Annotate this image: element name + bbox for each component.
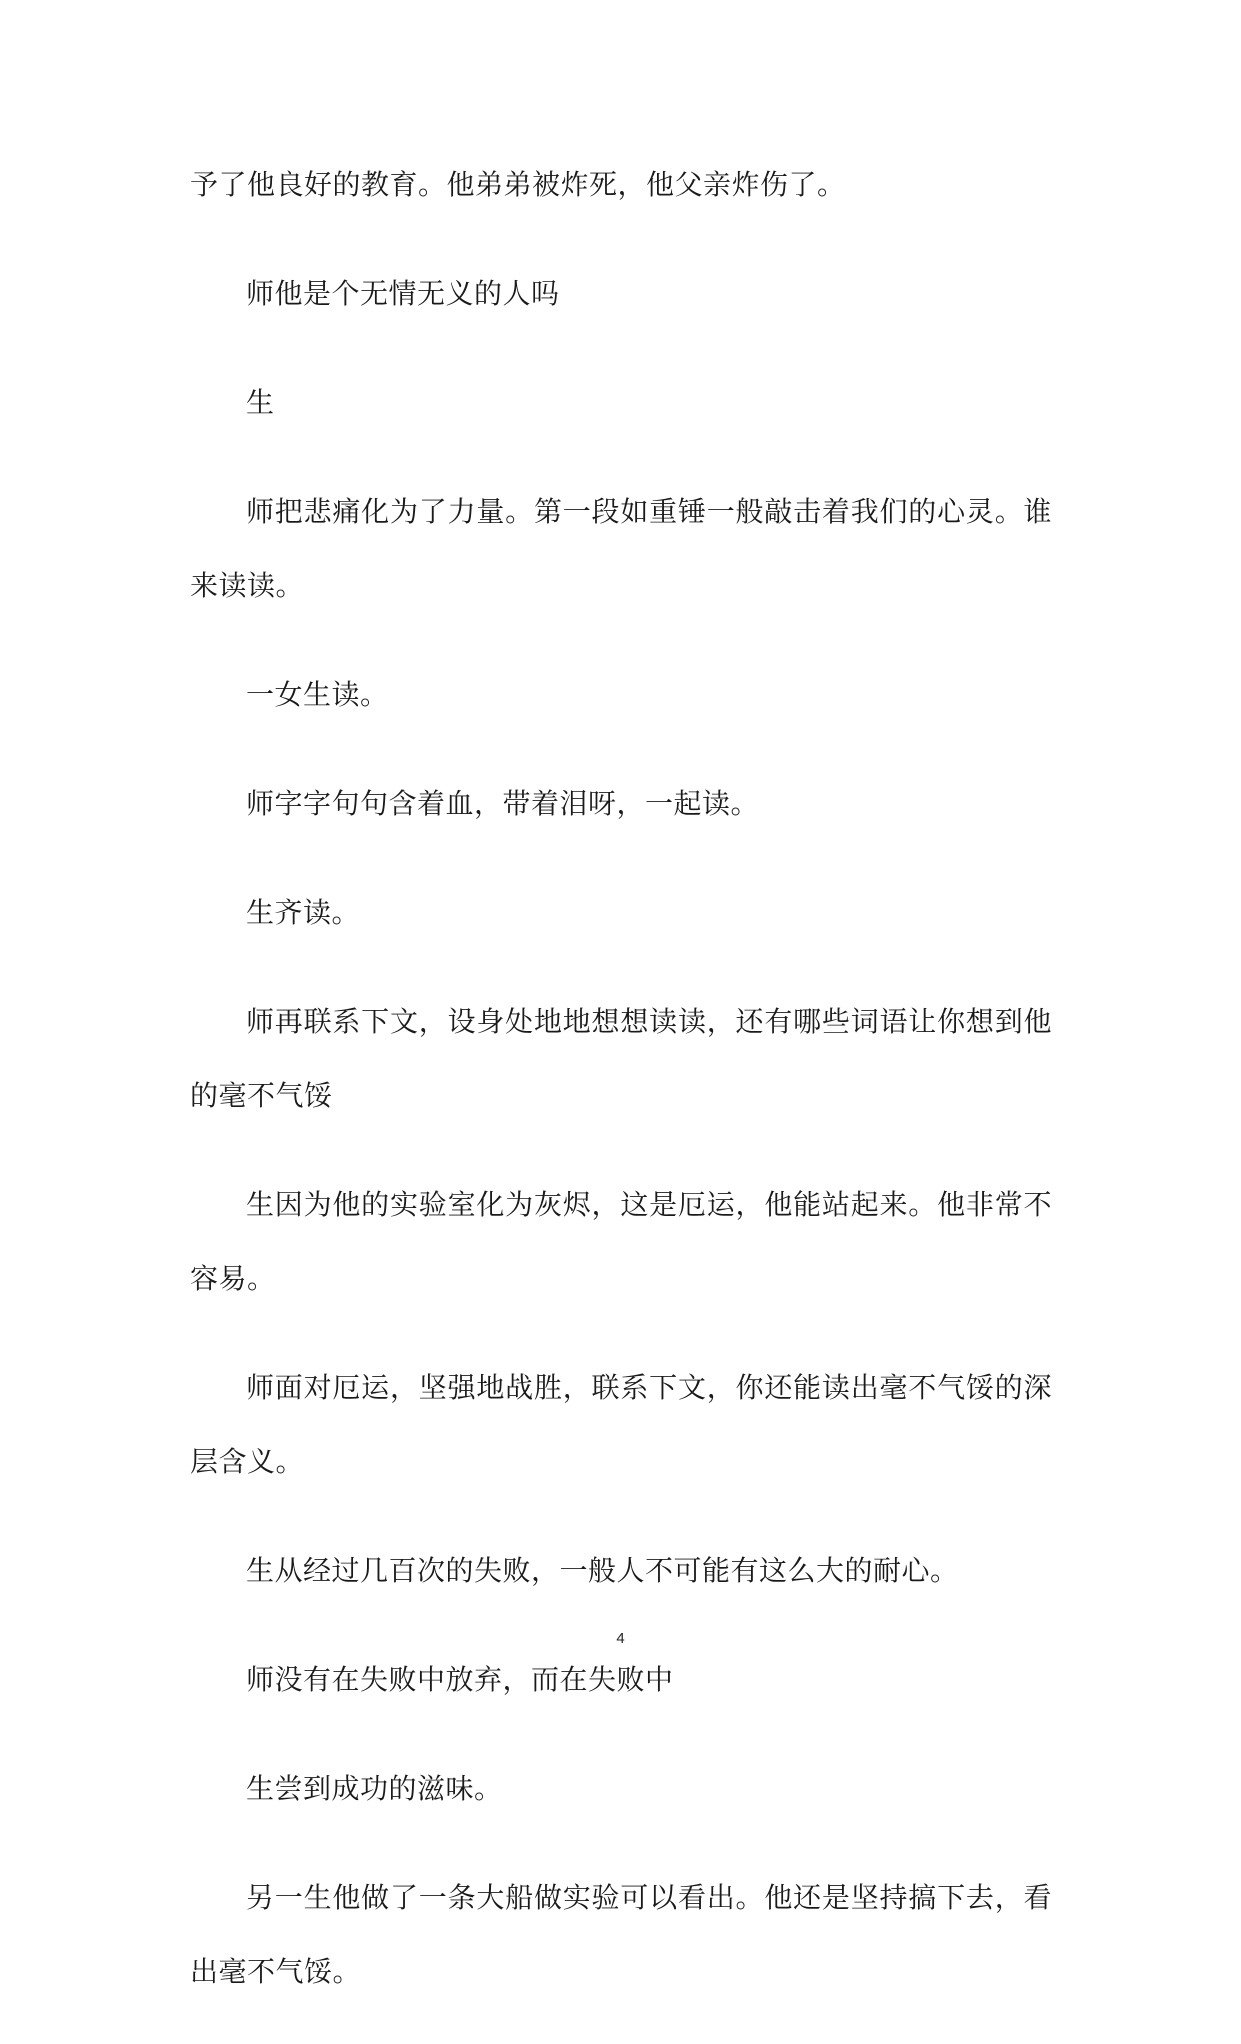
paragraph-11: 生从经过几百次的失败，一般人不可能有这么大的耐心。 <box>246 1554 959 1587</box>
paragraph-1: 予了他良好的教育。他弟弟被炸死，他父亲炸伤了。 <box>190 168 846 201</box>
paragraph-6: 师字字句句含着血，带着泪呀，一起读。 <box>246 787 760 820</box>
paragraph-2: 师他是个无情无义的人吗 <box>246 277 560 310</box>
page-number: 4 <box>616 1630 625 1647</box>
paragraph-13: 生尝到成功的滋味。 <box>246 1772 503 1805</box>
paragraph-3: 生 <box>246 386 275 419</box>
paragraph-14: 另一生他做了一条大船做实验可以看出。他还是坚持搞下去，看出毫不气馁。 <box>190 1881 1052 1988</box>
paragraph-5: 一女生读。 <box>246 678 389 711</box>
document-body <box>190 148 1052 2044</box>
paragraph-10: 师面对厄运，坚强地战胜，联系下文，你还能读出毫不气馁的深层含义。 <box>190 1371 1052 1478</box>
paragraph-4: 师把悲痛化为了力量。第一段如重锤一般敲击着我们的心灵。谁来读读。 <box>190 495 1052 602</box>
paragraph-8: 师再联系下文，设身处地地想想读读，还有哪些词语让你想到他的毫不气馁 <box>190 1005 1052 1112</box>
paragraph-12: 师没有在失败中放弃，而在失败中 <box>246 1663 674 1696</box>
paragraph-9: 生因为他的实验室化为灰烬，这是厄运，他能站起来。他非常不容易。 <box>190 1188 1052 1295</box>
paragraph-7: 生齐读。 <box>246 896 361 929</box>
